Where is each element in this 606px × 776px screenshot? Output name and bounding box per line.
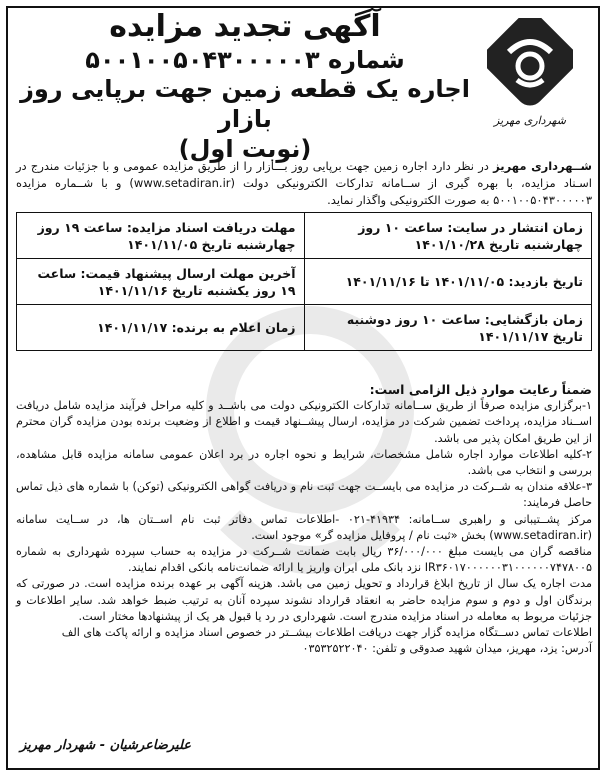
intro-lead: شــهرداری مهریز (493, 159, 592, 173)
table-row (17, 305, 592, 351)
guarantee-paragraph: مناقصه گران می بایست مبلغ ۳۶/۰۰۰/۰۰۰ ریال بابت ضمانت شــرکت در مزایده به حساب سپرده شهرداری به شماره IR۳۶۰۱۷۰۰۰۰۰۰۳۱۰۰۰۰۰۰۷۴۷۸۰۰۵ نزد بانک ملی ایران واریز یا ارائه ضمانت‌نامه بانکی اقدام نمایند. (16, 545, 593, 575)
condition-1: ۱-برگزاری مزایده صرفاً از طریق ســامانه تدارکات الکترونیکی دولت می باشــد و کلیه مراحل فرآیند مزایده شامل دریافت اســناد مزایده، پرداخت تضمین شرکت در مزایده، ارسال پیشــنهاد قیمت و اطلاع از وضعیت برنده بودن مزایده گران محترم از این طریق امکان پذیر می باشد. (16, 399, 592, 445)
conditions-section (16, 382, 592, 657)
publish-time-cell: زمان انتشار در سایت: ساعت ۱۰ روز چهارشنبه تاریخ ۱۴۰۱/۱۰/۲۸ (304, 213, 592, 259)
opening-time-cell: زمان بازگشایی: ساعت ۱۰ روز دوشنبه تاریخ ۱۴۰۱/۱۱/۱۷ (304, 305, 592, 351)
mehriz-emblem-icon (487, 18, 573, 112)
conditions-title: ضمناً رعایت موارد ذیل الزامی است: (369, 382, 592, 397)
docs-deadline-cell: مهلت دریافت اسناد مزایده: ساعت ۱۹ روز چهارشنبه تاریخ ۱۴۰۱/۱۱/۰۵ (17, 213, 305, 259)
table-row (17, 213, 592, 259)
logo-caption: شهرداری مهریز (494, 114, 566, 127)
notice-number: شماره ۵۰۰۱۰۰۵۰۴۳۰۰۰۰۰۳ (85, 46, 405, 74)
municipality-logo (474, 18, 586, 148)
signature: علیرضاعرشیان - شهردار مهریز (20, 738, 192, 753)
support-contacts: مرکز پشــتیبانی و راهبری ســامانه: ۴۱۹۳۴-۰۲۱ -اطلاعات تماس دفاتر ثبت نام اســتان ها، در ســایت سامانه (www.setadiran.ir) بخش «ثبت نام / پروفایل مزایده گر» موجود است. (16, 512, 593, 542)
schedule-table (16, 212, 592, 351)
notice-title: آگهی تجدید مزایده (109, 9, 381, 44)
notice-subject: اجاره یک قطعه زمین جهت برپایی روز بازار (20, 75, 470, 133)
address-line: آدرس: یزد، مهریز، میدان شهید صدوقی و تلفن: ۰۳۵۳۲۵۲۲۰۴۰ (302, 642, 592, 656)
table-row (17, 259, 592, 305)
lease-terms-paragraph: مدت اجاره یک سال از تاریخ ابلاغ قرارداد و تحویل زمین می باشد. هزینه آگهی بر عهده برنده مزایده است. در صورتی که برندگان اول و دوم و سوم مزایده حاضر به انعقاد قرارداد نشوند سپرده آنان به ترتیب ضبط خواهد شد. سایر اطلاعات و جزئیات مربوط به معامله در اسناد مزایده مندرج است. شهرداری در رد یا قبول هر یک از پیشنهادها مختار است. (16, 577, 592, 623)
offer-deadline-cell: آخرین مهلت ارسال پیشنهاد قیمت: ساعت ۱۹ روز یکشنبه تاریخ ۱۴۰۱/۱۱/۱۶ (17, 259, 305, 305)
contact-info-paragraph: اطلاعات تماس دســتگاه مزایده گزار جهت دریافت اطلاعات بیشــتر در خصوص اسناد مزایده و ارائه پاکت های الف (61, 626, 592, 640)
visit-date-cell: تاریخ بازدید: ۱۴۰۱/۱۱/۰۵ تا ۱۴۰۱/۱۱/۱۶ (304, 259, 592, 305)
condition-3: ۳-علاقه مندان به شــرکت در مزایده می بایســت جهت ثبت نام و دریافت گواهی الکترونیکی (توکن) با شماره های ذیل تماس حاصل فرمایند: (16, 480, 592, 510)
winner-announce-cell: زمان اعلام به برنده: ۱۴۰۱/۱۱/۱۷ (17, 305, 305, 351)
intro-text: در نظر دارد اجاره زمین جهت برپایی روز بـــازار را از طریق مزایده عمومی و با جزئیات مندرج در اسـناد مزایده، با بهره گیری از ســامانه تدارکات الکترونیکی دولت (www.setadiran.ir) و با شــماره مزایده ۵۰۰۱۰۰۵۰۴۳۰۰۰۰۰۳ به صورت الکترونیکی واگذار نماید. (16, 159, 593, 207)
notice-round: (نوبت اول) (178, 135, 312, 163)
notice-header (20, 8, 470, 164)
condition-2: ۲-کلیه اطلاعات موارد اجاره شامل مشخصات، شرایط و نحوه اجاره در برد اعلان عمومی سامانه مزایده قابل مشاهده، بررسی و انتخاب می باشد. (16, 447, 592, 478)
intro-paragraph (16, 158, 592, 209)
